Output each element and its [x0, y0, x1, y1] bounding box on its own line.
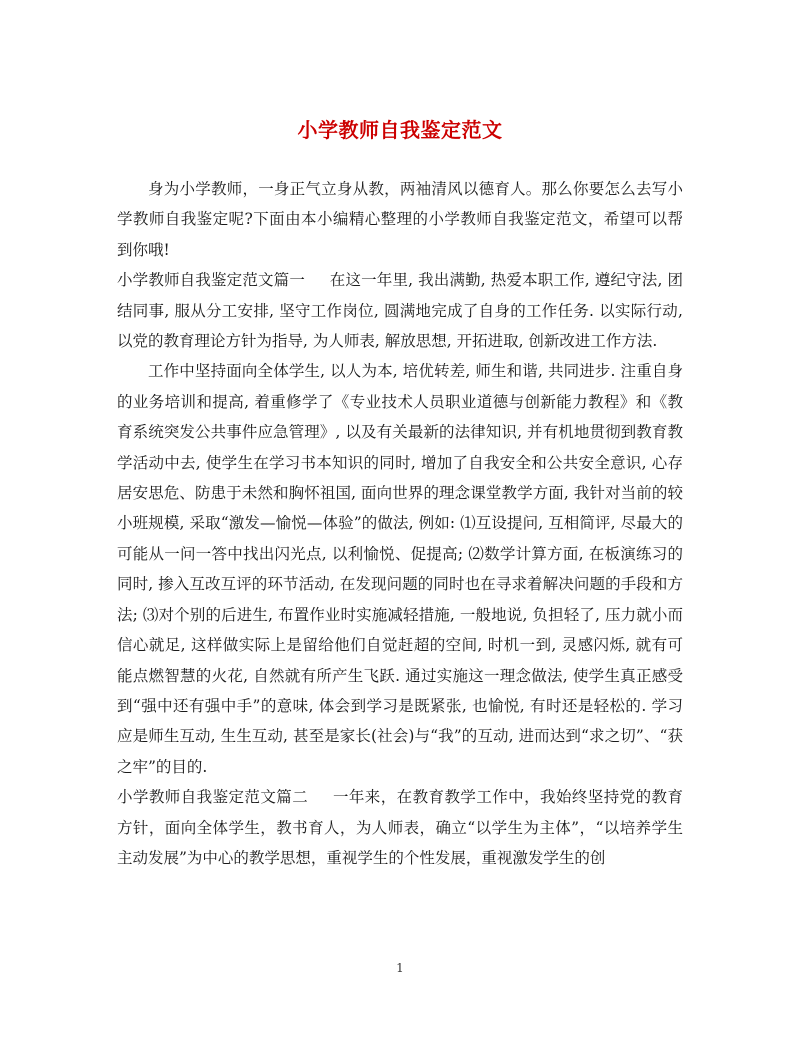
- section-1-text: 在这一年里, 我出满勤, 热爱本职工作, 遵纪守法, 团结同事, 服从分工安排, 坚守工作岗位, 圆满地完成了自身的工作任务. 以实际行动, 以党的教育理论方针为指导, 为人师表, 解放思想, 开拓进取, 创新改进工作方法.: [117, 271, 683, 351]
- section-2-paragraph: [117, 782, 683, 873]
- section-2-heading: 小学教师自我鉴定范文篇二: [117, 788, 309, 807]
- intro-paragraph: 身为小学教师，一身正气立身从教，两袖清风以德育人。那么你要怎么去写小学教师自我鉴定呢?下面由本小编精心整理的小学教师自我鉴定范文，希望可以帮到你哦!: [117, 180, 683, 259]
- page-number: 1: [396, 961, 404, 975]
- document-body: [117, 174, 683, 873]
- body-paragraph-2: 工作中坚持面向全体学生, 以人为本, 培优转差, 师生和谐, 共同进步. 注重自身的业务培训和提高, 着重修学了《专业技术人员职业道德与创新能力教程》和《教育系统突发公共事件应急管理》, 以及有关最新的法律知识, 并有机地贯彻到教育教学活动中去, 使学生在学习书本知识的同时, 增加了自我安全和公共安全意识, 心存居安思危、防患于未然和胸怀祖国, 面向世界的理念课堂教学方面, 我针对当前的较小班规模, 采取“激发—愉悦—体验”的做法, 例如: ⑴互设提问, 互相简评, 尽最大的可能从一问一答中找出闪光点, 以利愉悦、促提高; ⑵数学计算方面, 在板演练习的同时, 掺入互改互评的环节活动, 在发现问题的同时也在寻求着解决问题的手段和方法; ⑶对个别的后进生, 布置作业时实施减轻措施, 一般地说, 负担轻了, 压力就小而信心就足, 这样做实际上是留给他们自觉赶超的空间, 时机一到, 灵感闪烁, 就有可能点燃智慧的火花, 自然就有所产生飞跃. 通过实施这一理念做法, 使学生真正感受到“强中还有强中手”的意味, 体会到学习是既紧张, 也愉悦, 有时还是轻松的. 学习应是师生互动, 生生互动, 甚至是家长(社会)与“我”的互动, 进而达到“求之切”、“获之牢”的目的.: [117, 362, 683, 776]
- section-1-heading: 小学教师自我鉴定范文篇一: [117, 271, 305, 290]
- document-title: 小学教师自我鉴定范文: [297, 118, 503, 142]
- section-2-text: 一年来，在教育教学工作中，我始终坚持党的教育方针，面向全体学生，教书育人，为人师表，确立“以学生为主体”，“以培养学生主动发展”为中心的教学思想，重视学生的个性发展，重视激发学生的创: [117, 788, 683, 867]
- section-1-paragraph: [117, 265, 683, 356]
